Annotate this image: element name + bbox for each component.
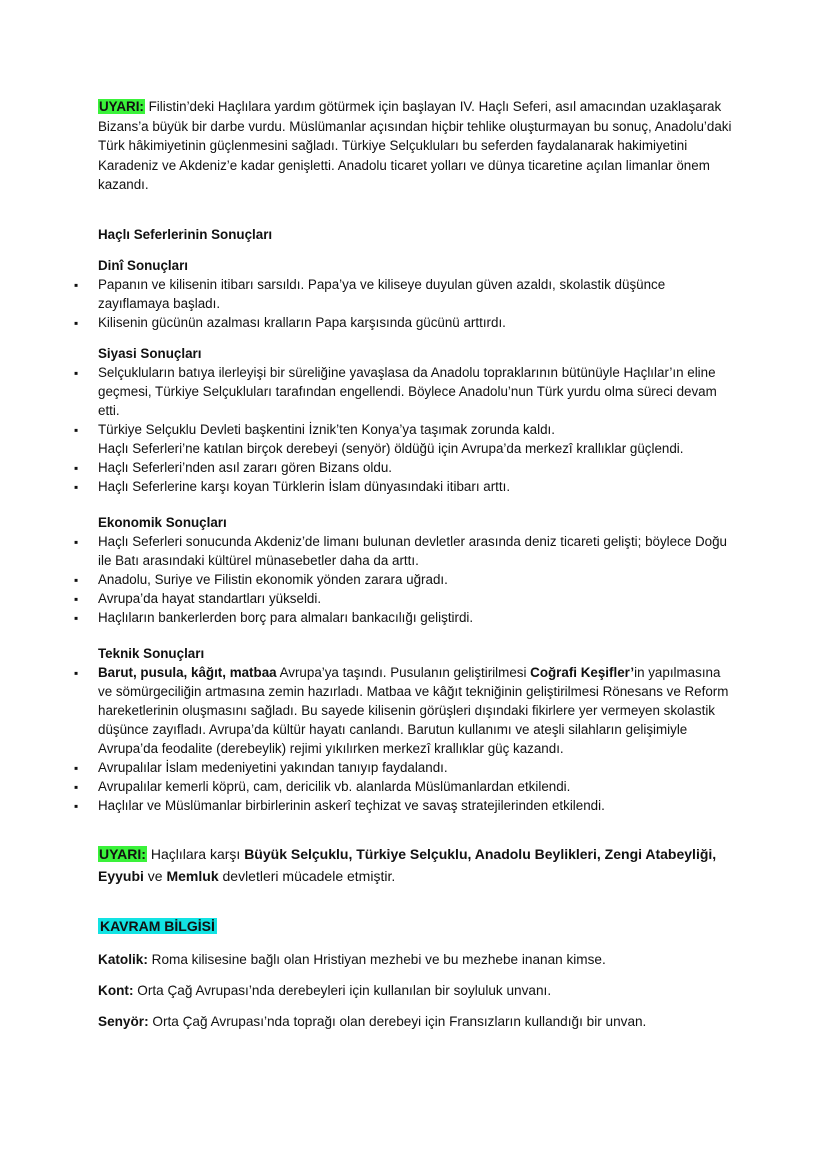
bold-text: Memluk [166, 867, 219, 884]
economic-section [98, 513, 738, 627]
concept-term: Kont: [98, 982, 134, 998]
concept-definition [98, 981, 738, 1000]
list-item [98, 420, 738, 458]
bullet-icon [74, 532, 78, 552]
religious-heading: Dinî Sonuçları [98, 257, 189, 273]
warning-text: Filistin’deki Haçlılara yardım götürmek için başlayan IV. Haçlı Seferi, asıl amacından uzaklaşarak Bizans’a büyük bir darbe vurdu. Müslümanlar açısından hiçbir tehlike oluşturmayan bu sonuç, Anadolu’daki Türk hâkimiyetinin güçlenmesini sağladı. Türkiye Selçukluları bu seferden faydalanarak hakimiyetini Karadeniz ve Akdeniz’e kadar genişletti. Anadolu ticaret yolları ve dünya ticaretine açılan limanlar önem kazandı. [98, 99, 732, 192]
warning-label: UYARI: [99, 845, 146, 862]
list-item [98, 363, 738, 420]
list-item [98, 458, 738, 477]
technical-list [98, 663, 738, 815]
bullet-icon [74, 796, 78, 816]
concept-definition [98, 950, 738, 969]
list-item [98, 608, 738, 627]
bullet-icon [74, 570, 78, 590]
technical-heading: Teknik Sonuçları [98, 645, 205, 661]
political-heading: Siyasi Sonuçları [98, 345, 202, 361]
bullet-icon [74, 608, 78, 628]
list-item-text: Avrupa’da hayat standartları yükseldi. [98, 590, 322, 606]
list-item-text: Haçlı Seferleri’nden asıl zararı gören Bizans oldu. [98, 459, 392, 475]
warning-text: Haçlılara karşı [146, 845, 245, 862]
bullet-icon [74, 477, 78, 497]
list-item [98, 589, 738, 608]
concept-label: KAVRAM BİLGİSİ [100, 917, 215, 934]
technical-section [98, 644, 738, 815]
warning-paragraph-2 [98, 843, 738, 887]
list-item-text: Anadolu, Suriye ve Filistin ekonomik yönden zarara uğradı. [98, 571, 448, 587]
bullet-icon [74, 777, 78, 797]
warning-paragraph-1 [98, 97, 738, 195]
political-section [98, 344, 738, 496]
list-item [98, 777, 738, 796]
list-item-text: Avrupa’ya taşındı. Pusulanın geliştirilmesi [276, 664, 531, 680]
list-item-text: Papanın ve kilisenin itibarı sarsıldı. Papa’ya ve kiliseye duyulan güven azaldı, skolastik düşünce zayıflamaya başladı. [98, 276, 666, 311]
bullet-icon [74, 458, 78, 478]
list-item-text: Haçlılar ve Müslümanlar birbirlerinin askerî teçhizat ve savaş stratejilerinden etkilendi. [98, 797, 605, 813]
list-item-text: Haçlıların bankerlerden borç para almaları bankacılığı geliştirdi. [98, 609, 474, 625]
list-item-text: Kilisenin gücünün azalması kralların Papa karşısında gücünü arttırdı. [98, 314, 506, 330]
list-item [98, 570, 738, 589]
list-item [98, 477, 738, 496]
economic-heading: Ekonomik Sonuçları [98, 514, 227, 530]
religious-section [98, 256, 738, 332]
bold-text: Barut, pusula, kâğıt, matbaa [98, 664, 277, 680]
political-list [98, 363, 738, 496]
list-item [98, 663, 738, 758]
warning-text: devletleri mücadele etmiştir. [218, 867, 396, 884]
list-item [98, 532, 738, 570]
bold-text: Coğrafi Keşifler’ [530, 664, 635, 680]
bullet-icon [74, 275, 78, 295]
list-item-text: Haçlı Seferleri sonucunda Akdeniz’de limanı bulunan devletler arasında deniz ticareti gelişti; böylece Doğu ile Batı arasındaki kültürel münasebetler daha da arttı. [98, 533, 727, 568]
concept-term: Senyör: [98, 1013, 149, 1029]
list-item [98, 796, 738, 815]
concept-text: Orta Çağ Avrupası’nda toprağı olan derebeyi için Fransızların kullandığı bir unvan. [148, 1013, 647, 1029]
list-item-continuation: Haçlı Seferleri’ne katılan birçok derebeyi (senyör) öldüğü için Avrupa’da merkezî krallıklar güçlendi. [98, 440, 684, 456]
concept-text: Roma kilisesine bağlı olan Hristiyan mezhebi ve bu mezhebe inanan kimse. [147, 951, 606, 967]
bullet-icon [74, 663, 78, 683]
list-item-text: Avrupalılar kemerli köprü, cam, dericilik vb. alanlarda Müslümanlardan etkilendi. [98, 778, 571, 794]
concept-definition [98, 1012, 738, 1031]
concept-text: Orta Çağ Avrupası’nda derebeyleri için kullanılan bir soyluluk unvanı. [133, 982, 552, 998]
warning-text: ve [143, 867, 167, 884]
warning-label: UYARI: [99, 99, 144, 114]
list-item-text: Haçlı Seferlerine karşı koyan Türklerin İslam dünyasındaki itibarı arttı. [98, 478, 511, 494]
bullet-icon [74, 420, 78, 440]
list-item [98, 758, 738, 777]
list-item-text: Türkiye Selçuklu Devleti başkentini İznik’ten Konya’ya taşımak zorunda kaldı. [98, 421, 555, 437]
document-page [98, 97, 738, 1031]
religious-list [98, 275, 738, 332]
results-heading: Haçlı Seferlerinin Sonuçları [98, 226, 273, 242]
bullet-icon [74, 313, 78, 333]
bullet-icon [74, 758, 78, 778]
concept-term: Katolik: [98, 951, 148, 967]
list-item-text: Selçukluların batıya ilerleyişi bir süreliğine yavaşlasa da Anadolu topraklarının bütünüyle Haçlılar’ın eline geçmesi, Türkiye Selçukluları tarafından engellendi. Böylece Anadolu’nun Türk yurdu olma süreci devam etti. [98, 364, 717, 418]
list-item-text: Avrupalılar İslam medeniyetini yakından tanıyıp faydalandı. [98, 759, 448, 775]
list-item [98, 275, 738, 313]
bold-text: Büyük Selçuklu, Türkiye Selçuklu, Anadolu Beylikleri, Zengi Atabeyliği, Eyyubi [98, 845, 717, 884]
bullet-icon [74, 589, 78, 609]
list-item-text: in yapılmasına ve sömürgeciliğin artmasına zemin hazırladı. Matbaa ve kâğıt tekniğinin geliştirilmesi Rönesans ve Reform hareketlerinin oluşmasını sağladı. Bu sayede kilisenin görüşleri dışındaki fikirlere yer vermeyen skolastik düşünce zayıfladı. Avrupa’da kültür hayatı canlandı. Barutun kullanımı ve ateşli silahların gelişimiyle Avrupa’da feodalite (derebeylik) rejimi yıkılırken merkezî krallıklar güç kazandı. [98, 664, 729, 756]
economic-list [98, 532, 738, 627]
bullet-icon [74, 363, 78, 383]
list-item [98, 313, 738, 332]
concept-heading [98, 917, 738, 936]
